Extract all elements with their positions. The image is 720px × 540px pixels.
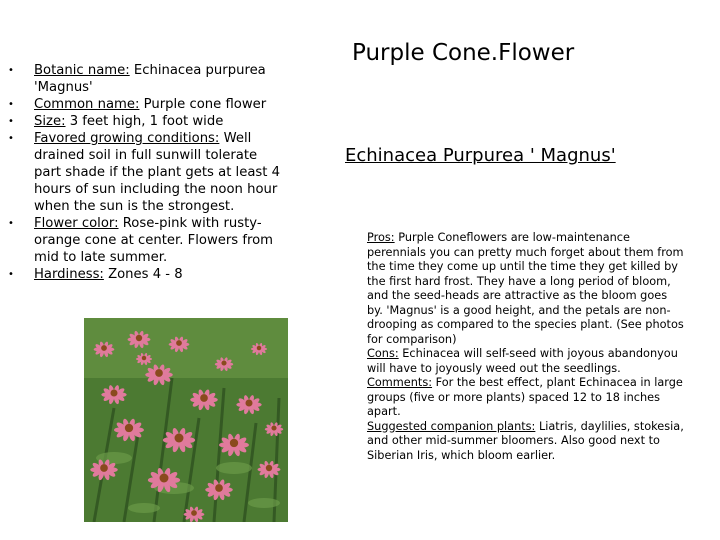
- bullet-icon: •: [8, 218, 14, 229]
- bullet-icon: •: [8, 269, 14, 280]
- bullet-icon: •: [8, 116, 14, 127]
- bullet-icon: •: [8, 65, 14, 76]
- comments-paragraph: Comments: For the best effect, plant Echinacea in large groups (five or more plants) spaced 12 to 18 inches apart.: [367, 376, 683, 418]
- page-subtitle: Echinacea Purpurea ' Magnus': [345, 145, 616, 166]
- coneflower-photo: [84, 318, 288, 522]
- bullet-icon: •: [8, 99, 14, 110]
- list-item-common-name: • Common name: Purple cone flower: [8, 97, 267, 112]
- bullet-icon: •: [8, 133, 14, 144]
- list-item-botanic-name: • Botanic name: Echinacea purpurea 'Magnus': [8, 63, 266, 95]
- description-block: [367, 231, 685, 463]
- list-item-size: • Size: 3 feet high, 1 foot wide: [8, 114, 224, 129]
- pros-paragraph: Pros: Purple Coneflowers are low-maintenance perennials you can pretty much forget about them from the time they come up until the time they get killed by the first hard frost. They have a long period of bloom, and the seed-heads are attractive as the bloom goes by. 'Magnus' is a good height, and the petals are non-drooping as compared to the species plant. (See photos for comparison): [367, 231, 684, 346]
- list-item-flower-color: • Flower color: Rose-pink with rusty-orange cone at center. Flowers from mid to late summer.: [8, 216, 274, 265]
- cons-paragraph: Cons: Echinacea will self-seed with joyous abandonyou will have to joyously weed out the seedlings.: [367, 347, 678, 375]
- list-item-hardiness: • Hardiness: Zones 4 - 8: [8, 267, 183, 282]
- coneflower-image: [84, 318, 288, 522]
- plant-facts-list: [8, 62, 288, 283]
- companion-plants-paragraph: Suggested companion plants: Liatris, daylilies, stokesia, and other mid-summer bloomers. Also good next to Siberian Iris, which bloom earlier.: [367, 419, 684, 462]
- page-title: Purple Cone.Flower: [352, 40, 575, 66]
- list-item-growing-conditions: • Favored growing conditions: Well drained soil in full sunwill tolerate part shade if the plant gets at least 4 hours of sun including the noon hour when the sun is the strongest.: [8, 131, 281, 214]
